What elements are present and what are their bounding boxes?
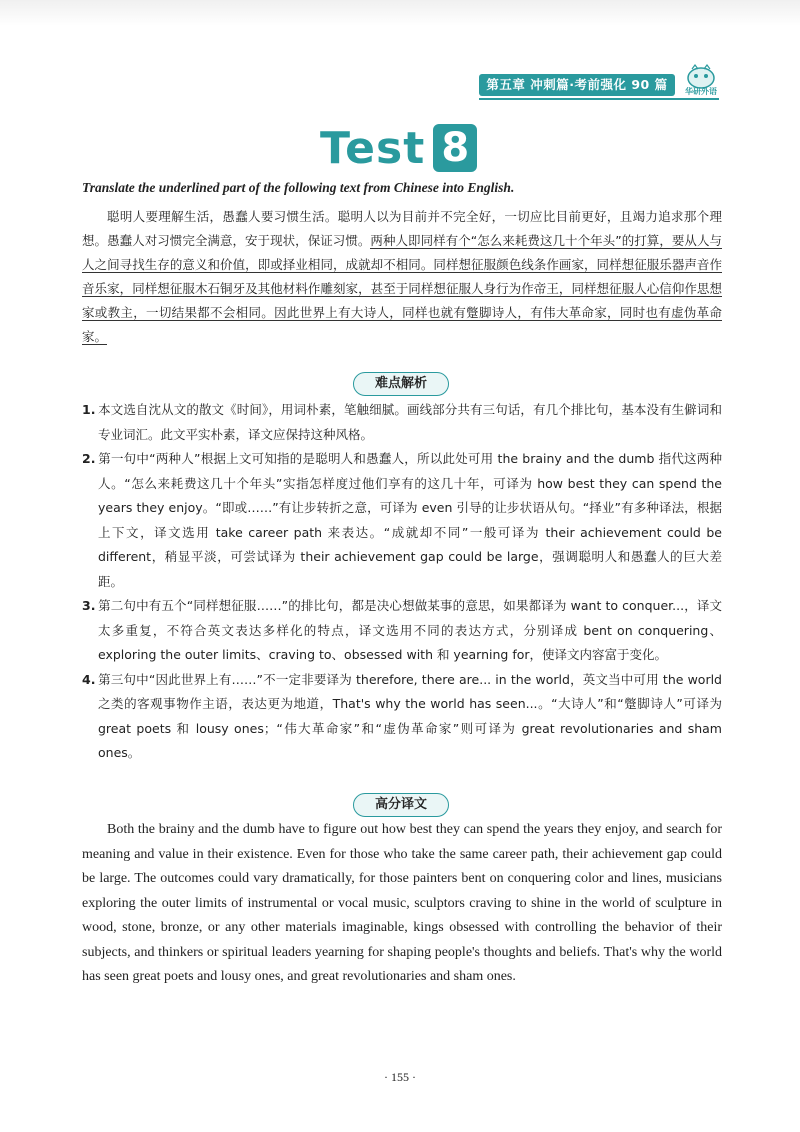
test-number-badge: 8	[433, 124, 477, 172]
cn-passage-before: 聪明人要理解生活，愚蠢人要习惯生活。聪明人以为目前并不完全好，一切应比目前更好，且竭力追求那个理想。愚蠢人对习惯完全满意，安于现状，保证习惯。	[82, 209, 722, 248]
page-number: · 155 ·	[384, 1070, 416, 1084]
note-number: 3.	[82, 598, 96, 613]
note-item	[82, 594, 722, 668]
chinese-passage	[82, 205, 722, 349]
note-text: 第三句中“因此世界上有……”不一定非要译为 therefore, there are... in the world，英文当中可用 the world 之类的客观事物作主语，表达更为地道，That's why the world has seen...。“大诗人”和“蹩脚诗人”可译为 great poets 和 lousy ones；“伟大革命家”和“虚伪革命家”则可译为 great revolutionaries and sham ones。	[98, 671, 722, 760]
analysis-notes	[82, 398, 722, 766]
note-item	[82, 398, 722, 447]
logo-text: 华研外语	[685, 87, 717, 96]
note-text: 本文选自沈从文的散文《时间》，用词朴素，笔触细腻。画线部分共有三句话，有几个排比句，基本没有生僻词和专业词汇。此文平实朴素，译文应保持这种风格。	[98, 402, 722, 442]
chapter-tag: 第五章 冲刺篇·考前强化 90 篇	[479, 74, 675, 96]
note-number: 1.	[82, 402, 96, 417]
cn-passage-underlined: 两种人即同样有个“怎么来耗费这几十个年头”的打算，要从人与人之间寻找生存的意义和价值，即或择业相同，成就却不相同。同样想征服颜色线条作画家，同样想征服乐器声音作音乐家，同样想征服木石铜牙及其他材料作雕刻家，甚至于同样想征服人身行为作帝王，同样想征服人心信仰作思想家或教主，一切结果都不会相同。因此世界上有大诗人，同样也就有蹩脚诗人，有伟大革命家，同时也有虚伪革命家。	[82, 233, 722, 344]
test-title	[320, 118, 477, 178]
english-translation: Both the brainy and the dumb have to figure out how best they can spend the years they enjoy, and search for meaning and value in their existence. Even for those who take the same career path, their achievement gap could be large. The outcomes could vary dramatically, for those painters bent on conquering color and lines, musicians exploring the outer limits of instrumental or vocal music, sculptors craving to shine in the world of sculpture in wood, stone, bronze, or any other materials imaginable, kings obsessed with controlling the behavior of their subjects, and thinkers or spiritual leaders yearning for shaping people's thoughts and beliefs. That's why the world has seen great poets and lousy ones, and great revolutionaries and sham ones.	[82, 822, 722, 984]
note-number: 4.	[82, 671, 96, 687]
note-text: 第二句中有五个“同样想征服……”的排比句，都是决心想做某事的意思，如果都译为 want to conquer...，译文太多重复，不符合英文表达多样化的特点，译文选用不同的表达方式，分别译成 bent on conquering、exploring the outer limits、craving to、obsessed with 和 yearning for，使译文内容富于变化。	[98, 598, 722, 662]
note-item	[82, 668, 722, 766]
note-text: 第一句中“两种人”根据上文可知指的是聪明人和愚蠢人，所以此处可用 the brainy and the dumb 指代这两种人。“怎么来耗费这几十个年头”实指怎样度过他们享有的这几十年，可译为 how best they can spend the years they enjoy。“即或……”有让步转折之意，可译为 even 引导的让步状语从句。“择业”有多种译法，根据上下文，译文选用 take career path 来表达。“成就却不同”一般可译为 their achievement could be different，稍显平淡，可尝试译为 their achievement gap could be large，强调聪明人和愚蠢人的巨大差距。	[98, 451, 722, 589]
note-number: 2.	[82, 451, 96, 466]
chapter-rule	[479, 98, 719, 100]
header-band	[0, 0, 800, 26]
test-word: Test	[320, 122, 426, 174]
instruction: Translate the underlined part of the following text from Chinese into English.	[82, 180, 515, 195]
analysis-section-title: 难点解析	[353, 372, 449, 396]
note-item	[82, 447, 722, 594]
translation-section-title: 高分译文	[353, 793, 449, 817]
